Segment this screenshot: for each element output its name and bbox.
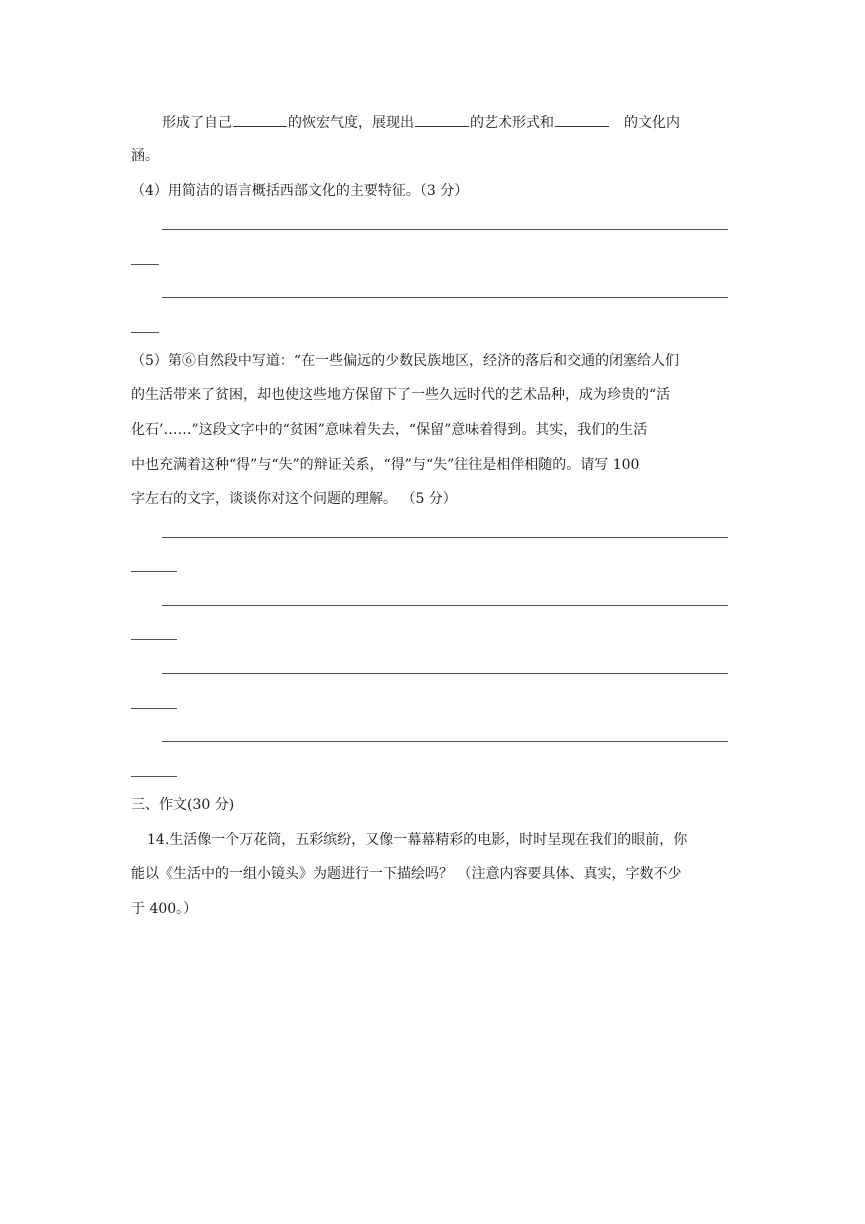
q3-line-2: 涵。 bbox=[131, 148, 159, 164]
q5-answer-line-4-end[interactable] bbox=[131, 776, 177, 777]
q14-line-2: 能以《生活中的一组小镜头》为题进行一下描绘吗？ （注意内容要具体、真实，字数不少 bbox=[131, 866, 682, 882]
q5-answer-line-3[interactable] bbox=[162, 673, 728, 674]
q14-line-1: 14.生活像一个万花筒，五彩缤纷，又像一幕幕精彩的电影，时时呈现在我们的眼前，你 bbox=[147, 832, 688, 848]
q4-answer-line-1-end[interactable] bbox=[131, 264, 159, 265]
q5-line-4: 中也充满着这种“得”与“失”的辩证关系，“得”与“失”往往是相伴相随的。请写 100 bbox=[131, 457, 640, 473]
q4-prompt: （4）用简洁的语言概括西部文化的主要特征。（3 分） bbox=[131, 183, 469, 199]
q3-blank-3[interactable] bbox=[555, 112, 609, 127]
q5-answer-line-1[interactable] bbox=[162, 537, 728, 538]
q5-line-2: 的生活带来了贫困，却也使这些地方保留下了一些久远时代的艺术品种，成为珍贵的“活 bbox=[131, 387, 671, 403]
q14-line-3: 于 400。） bbox=[131, 901, 198, 917]
q4-answer-line-2-end[interactable] bbox=[131, 332, 159, 333]
q5-answer-line-4[interactable] bbox=[162, 741, 728, 742]
section-3-heading: 三、作文(30 分) bbox=[131, 797, 235, 813]
q5-answer-line-2-end[interactable] bbox=[131, 639, 177, 640]
q3-text-b: 的恢宏气度，展现出 bbox=[288, 115, 414, 131]
q3-blank-2[interactable] bbox=[415, 112, 469, 127]
q5-line-3: 化石’……”这段文字中的“贫困”意味着失去，“保留”意味着得到。其实，我们的生活 bbox=[131, 422, 648, 438]
q5-answer-line-2[interactable] bbox=[162, 605, 728, 606]
q5-answer-line-1-end[interactable] bbox=[131, 571, 177, 572]
q5-line-1: （5）第⑥自然段中写道：“在一些偏远的少数民族地区，经济的落后和交通的闭塞给人们 bbox=[131, 353, 680, 369]
q4-answer-line-1[interactable] bbox=[162, 229, 728, 230]
q3-text-c: 的艺术形式和 bbox=[470, 115, 554, 131]
q3-fill-line bbox=[162, 112, 762, 133]
q3-blank-1[interactable] bbox=[233, 112, 287, 127]
q4-answer-line-2[interactable] bbox=[162, 297, 728, 298]
q5-line-5: 字左右的文字，谈谈你对这个问题的理解。 （5 分） bbox=[131, 491, 457, 507]
q3-text-a: 形成了自己 bbox=[162, 115, 232, 131]
q5-answer-line-3-end[interactable] bbox=[131, 708, 177, 709]
q3-text-d: 的文化内 bbox=[624, 115, 680, 131]
